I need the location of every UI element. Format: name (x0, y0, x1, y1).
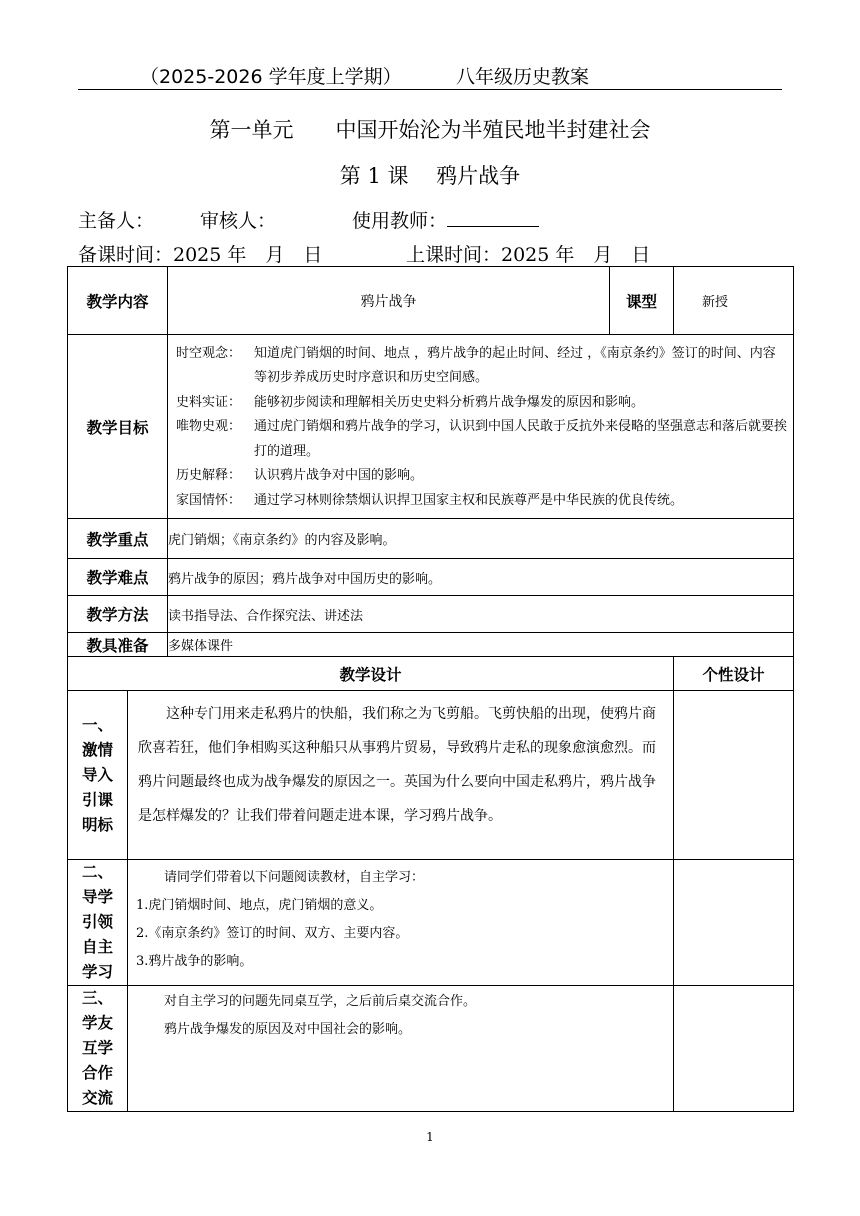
unit-title: 第一单元 中国开始沦为半殖民地半封建社会 (209, 118, 651, 142)
personal-header: 个性设计 (674, 657, 794, 691)
key-points-label: 教学重点 (68, 519, 168, 559)
content-value: 鸦片战争 (168, 267, 610, 335)
list-item: 鸦片战争爆发的原因及对中国社会的影响。 (164, 1022, 412, 1037)
type-value: 新授 (674, 267, 794, 335)
stage-1-title: 一、 激情 导入 引课 明标 (68, 691, 128, 860)
lesson-title: 第 1 课 鸦片战争 (339, 164, 521, 188)
page-number: 1 (426, 1130, 434, 1144)
difficulty-label: 教学难点 (68, 559, 168, 596)
term-label: （2025-2026 学年度上学期） (140, 66, 402, 88)
lesson-plan-table (67, 266, 794, 1112)
stage-2-personal (674, 860, 794, 986)
list-item: 请同学们带着以下问题阅读教材，自主学习： (164, 870, 425, 885)
list-item: 对自主学习的问题先同桌互学，之后前后桌交流合作。 (164, 994, 477, 1009)
stage-1-personal (674, 691, 794, 860)
goal-item: 家国情怀： 通过学习林则徐禁烟认识捍卫国家主权和民族尊严是中华民族的优良传统。 (176, 492, 684, 508)
class-time: 上课时间：2025 年 月 日 (406, 244, 651, 266)
goal-item: 唯物史观： 通过虎门销烟和鸦片战争的学习，认识到中国人民敢于反抗外来侵略的坚强意志和落后就要挨打的道理。 (176, 419, 788, 459)
stage-1-text: 这种专门用来走私鸦片的快船，我们称之为飞剪船。飞剪快船的出现，使鸦片商欣喜若狂，他们争相购买这种船只从事鸦片贸易，导致鸦片走私的现象愈演愈烈。而鸦片问题最终也成为战争爆发的原因之一。英国为什么要向中国走私鸦片，鸦片战争是怎样爆发的？让我们带着问题走进本课，学习鸦片战争。 (138, 706, 656, 824)
teacher-field (352, 206, 539, 233)
teacher-label: 使用教师： (352, 210, 448, 232)
method-label: 教学方法 (68, 596, 168, 633)
content-label: 教学内容 (68, 267, 168, 335)
type-label: 课型 (610, 267, 674, 335)
difficulty-value: 鸦片战争的原因；鸦片战争对中国历史的影响。 (168, 559, 794, 596)
teacher-blank (447, 208, 539, 227)
list-item: 1.虎门销烟时间、地点，虎门销烟的意义。 (136, 898, 383, 913)
stage-2-content (128, 860, 674, 986)
goal-item: 历史解释： 认识鸦片战争对中国的影响。 (176, 468, 424, 484)
prep-time: 备课时间：2025 年 月 日 (78, 244, 323, 266)
doc-type-label: 八年级历史教案 (456, 66, 590, 88)
method-value: 读书指导法、合作探究法、讲述法 (168, 596, 794, 633)
stage-3-title: 三、 学友 互学 合作 交流 (68, 986, 128, 1112)
stage-3-personal (674, 986, 794, 1112)
tools-value: 多媒体课件 (168, 633, 794, 657)
preparer-label: 主备人： (78, 210, 155, 232)
stage-3-content (128, 986, 674, 1112)
goals-label: 教学目标 (68, 335, 168, 519)
reviewer-label: 审核人： (200, 210, 277, 232)
key-points-value: 虎门销烟；《南京条约》的内容及影响。 (168, 519, 794, 559)
header-rule (78, 89, 782, 90)
goals-cell (168, 335, 794, 519)
stage-1-content (128, 691, 674, 860)
design-header: 教学设计 (68, 657, 674, 691)
list-item: 3.鸦片战争的影响。 (136, 954, 253, 969)
goal-item: 时空观念： 知道虎门销烟的时间、地点 ，鸦片战争的起止时间、经过 ，《南京条约》签订的时间、内容等初步养成历史时序意识和历史空间感。 (176, 345, 776, 386)
tools-label: 教具准备 (68, 633, 168, 657)
stage-2-title: 二、 导学 引领 自主 学习 (68, 860, 128, 986)
list-item: 2.《南京条约》签订的时间、双方、主要内容。 (136, 926, 409, 941)
goal-item: 史料实证： 能够初步阅读和理解相关历史史料分析鸦片战争爆发的原因和影响。 (176, 394, 645, 410)
